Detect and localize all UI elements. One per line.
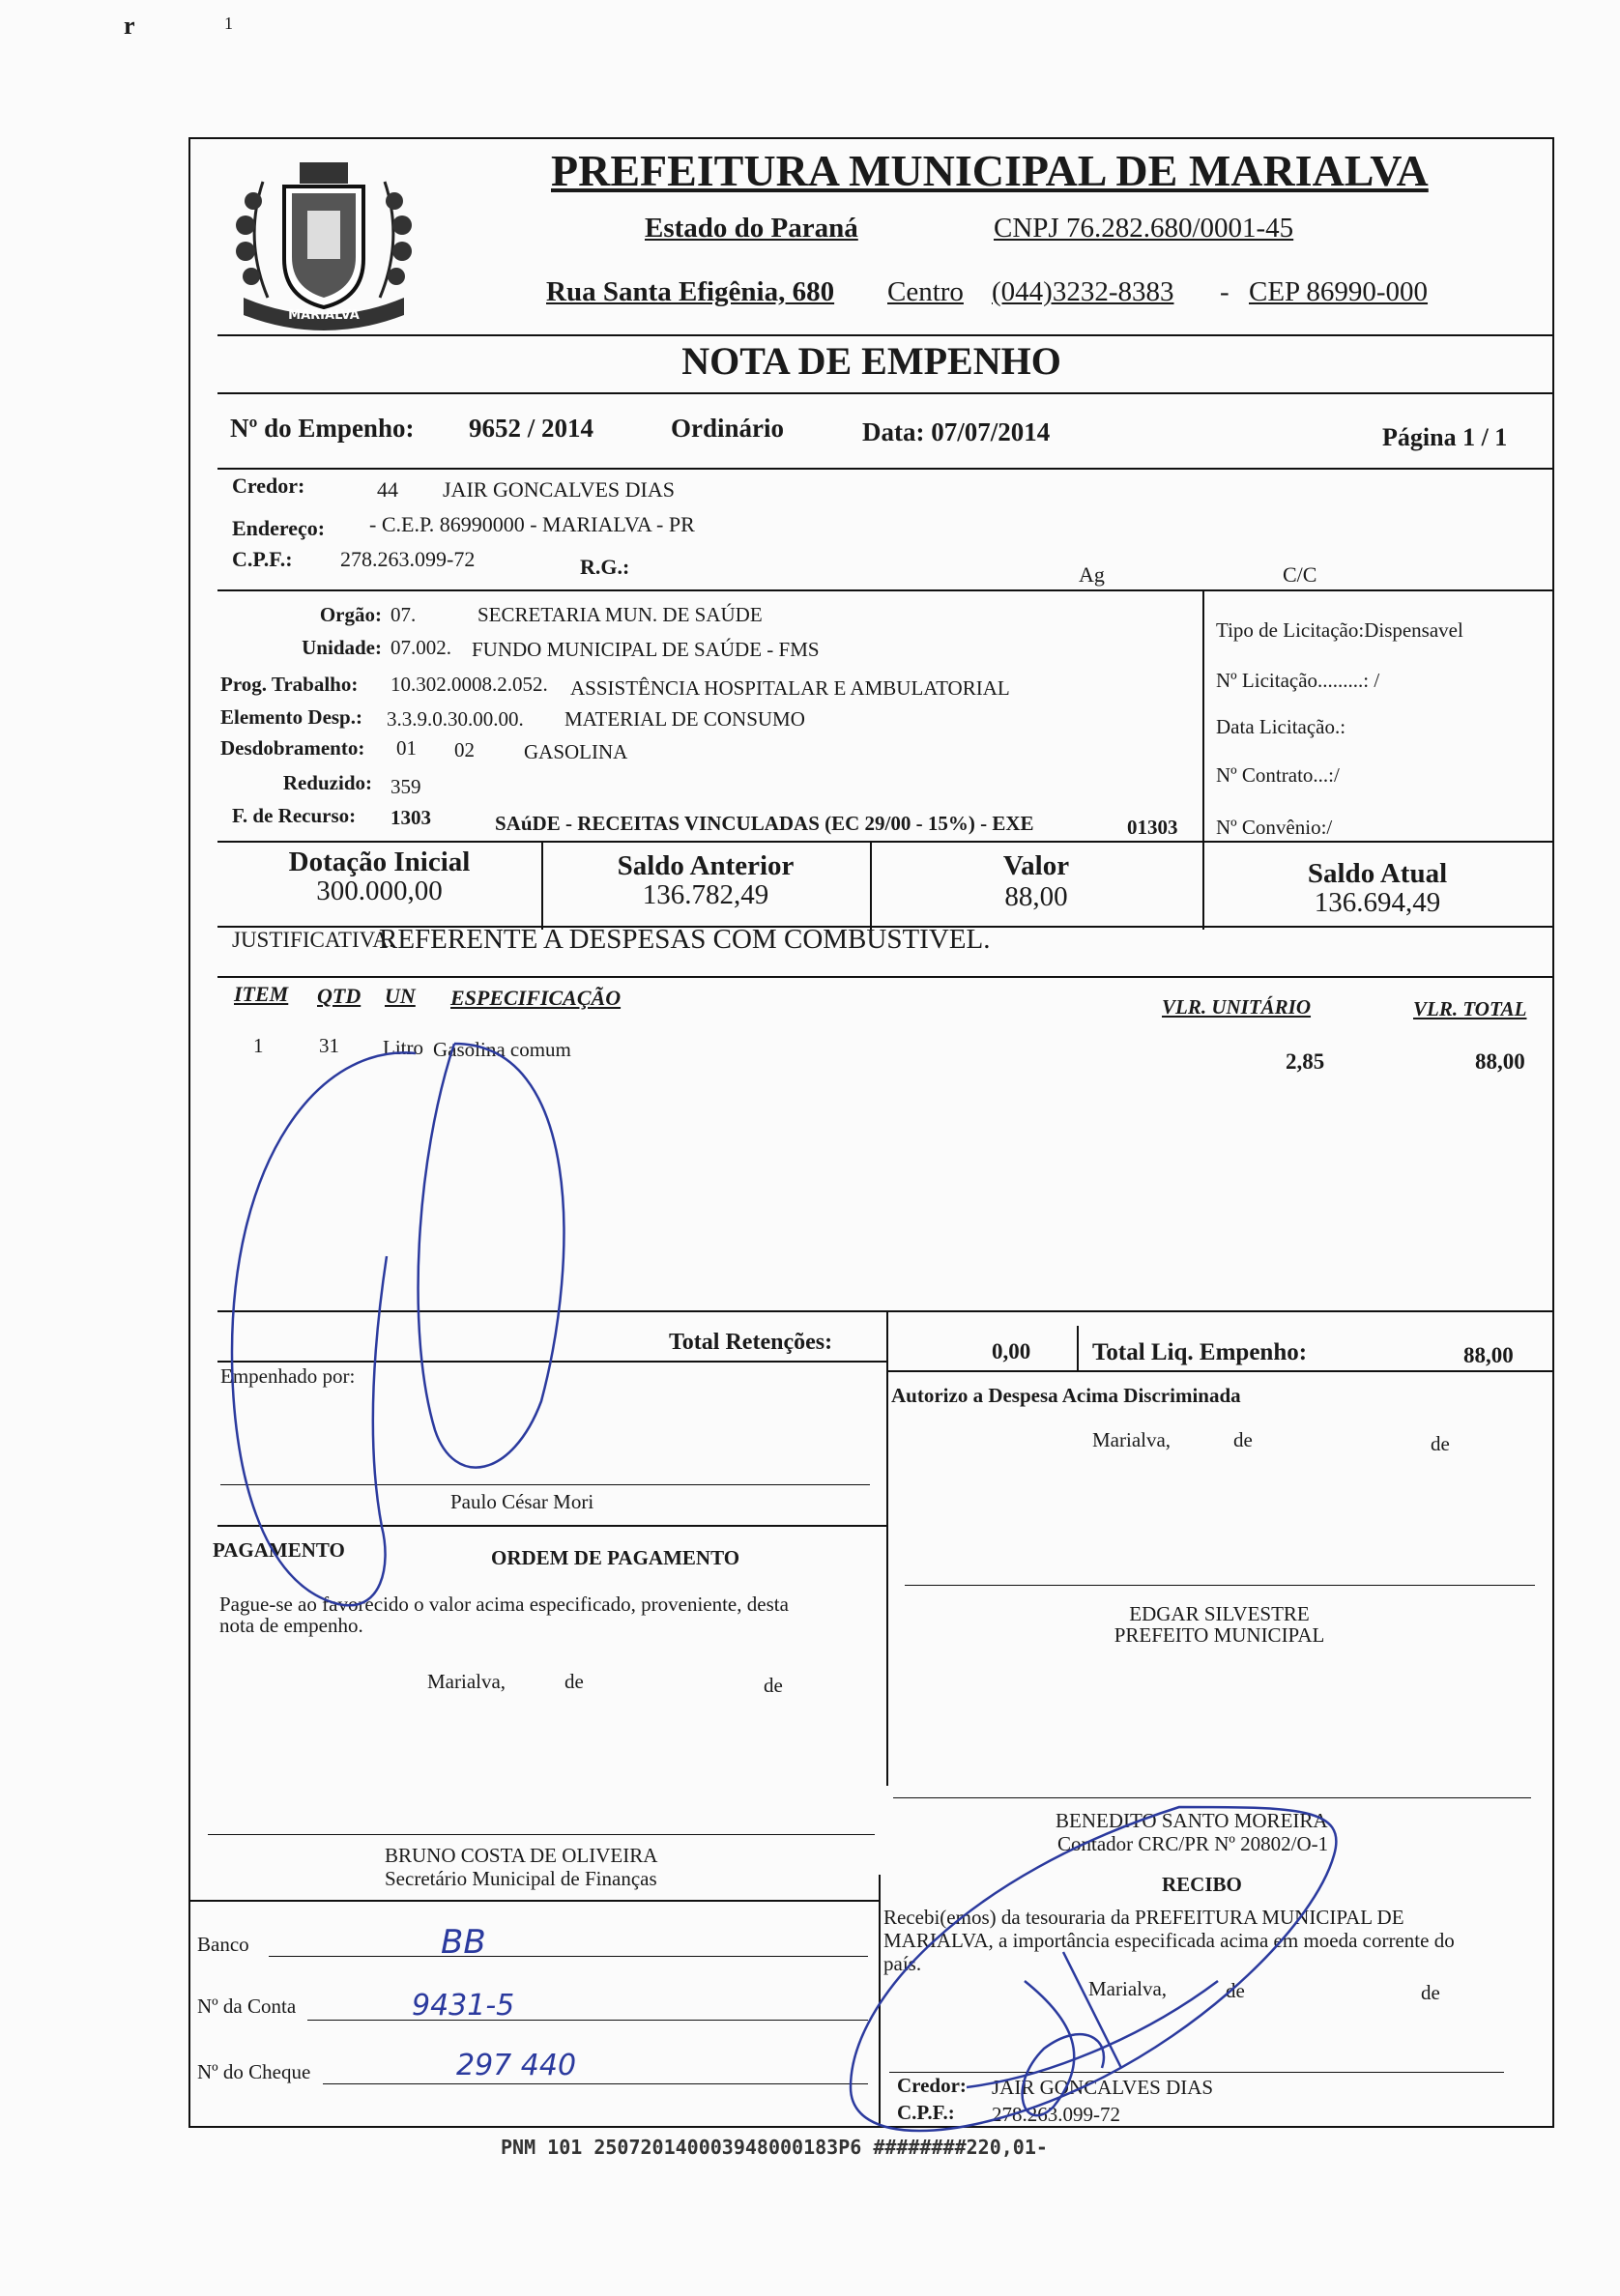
prog-label: Prog. Trabalho: [220,673,359,696]
reduzido: 359 [391,775,421,798]
data-licitacao: Data Licitação.: [1216,715,1346,738]
recibo-date-de2: de [1421,1981,1440,2004]
numero-licitacao: Nº Licitação.........: / [1216,669,1380,692]
recibo-text1: Recebi(emos) da tesouraria da PREFEITURA MUNICIPAL DE [883,1906,1404,1929]
unidade-code: 07.002. [391,636,451,659]
row-qtd: 31 [319,1034,339,1057]
autorizo-date-de1: de [1233,1428,1253,1451]
tipo-licitacao: Tipo de Licitação:Dispensavel [1216,618,1463,642]
liq-label: Total Liq. Empenho: [1092,1339,1308,1365]
rg-label: R.G.: [580,555,630,579]
saldo-anterior-value: 136.782,49 [642,879,769,910]
conta-value: 9431-5 [412,1989,515,2023]
retencoes-label: Total Retenções: [669,1330,833,1355]
recibo-date-de1: de [1226,1979,1245,2002]
recibo-cpf: 278.263.099-72 [992,2103,1120,2126]
empenho-number: 9652 / 2014 [469,414,594,443]
ag-label: Ag [1079,562,1105,587]
unidade: FUNDO MUNICIPAL DE SAÚDE - FMS [472,638,820,661]
row-item: 1 [253,1034,264,1057]
credor-code: 44 [377,477,398,502]
endereco-label: Endereço: [232,516,326,540]
orgao: SECRETARIA MUN. DE SAÚDE [477,603,763,626]
recurso-label: F. de Recurso: [232,804,357,827]
empenho-date: Data: 07/07/2014 [862,417,1051,446]
cpf-label: C.P.F.: [232,547,293,571]
saldo-atual-value: 136.694,49 [1314,887,1441,918]
recibo-title: RECIBO [1162,1873,1242,1896]
justificativa-label: JUSTIFICATIVA: [232,928,395,952]
qtd-header: QTD [317,984,362,1008]
desd-code1: 01 [396,736,417,760]
row-unit: 2,85 [1286,1049,1325,1074]
recurso: SAúDE - RECEITAS VINCULADAS (EC 29/00 - 15%) - EXE [495,812,1034,835]
orgao-code: 07. [391,603,417,626]
header-separator: - [1220,276,1229,307]
cheque-value: 297 440 [456,2049,577,2082]
pagamento-label: PAGAMENTO [213,1538,345,1562]
empenhado-label: Empenhado por: [220,1364,356,1388]
retencoes-value: 0,00 [992,1339,1031,1363]
justificativa-text: REFERENTE A DESPESAS COM COMBUSTIVEL. [379,924,991,955]
empenhado-name: Paulo César Mori [450,1490,594,1513]
prefeito-name: EDGAR SILVESTRE [1129,1602,1310,1625]
contador-name: BENEDITO SANTO MOREIRA [1056,1809,1328,1832]
pagamento-date-de2: de [764,1674,783,1697]
cep: CEP 86990-000 [1249,276,1429,307]
recibo-text3: país. [883,1952,922,1975]
margin-mark: r [124,12,135,40]
recibo-date-city: Marialva, [1088,1977,1168,2000]
elemento-code: 3.3.9.0.30.00.00. [387,707,524,731]
autorizo-date-de2: de [1431,1432,1450,1455]
banco-label: Banco [197,1933,249,1956]
row-un: Litro [383,1036,423,1059]
cnpj: CNPJ 76.282.680/0001-45 [994,213,1294,244]
un-header: UN [385,984,416,1008]
district: Centro [887,276,964,307]
pagamento-text2: nota de empenho. [219,1614,363,1637]
item-header: ITEM [234,982,289,1006]
pagamento-text1: Pague-se ao favorecido o valor acima especificado, proveniente, desta [219,1593,789,1616]
recibo-text2: MARIALVA, a importância especificada acima em moeda corrente do [883,1929,1455,1952]
recibo-cpf-label: C.P.F.: [897,2101,955,2124]
saldo-anterior-label: Saldo Anterior [617,850,795,881]
prog-code: 10.302.0008.2.052. [391,673,548,696]
elemento-label: Elemento Desp.: [220,705,362,729]
valor-label: Valor [1002,850,1070,881]
recibo-credor: JAIR GONCALVES DIAS [992,2076,1214,2099]
header-title: PREFEITURA MUNICIPAL DE MARIALVA [551,146,1429,195]
secretario-title: Secretário Municipal de Finanças [385,1867,657,1890]
unit-header: VLR. UNITÁRIO [1162,995,1312,1019]
dotacao-label: Dotação Inicial [288,847,471,877]
contrato: Nº Contrato...:/ [1216,763,1340,787]
autorizo-text: Autorizo a Despesa Acima Discriminada [891,1384,1241,1407]
crest-logo [224,143,423,336]
spec-header: ESPECIFICAÇÃO [450,986,622,1010]
address: Rua Santa Efigênia, 680 [546,276,835,307]
liq-value: 88,00 [1463,1343,1514,1367]
autorizo-date-city: Marialva, [1092,1428,1172,1451]
empenho-label: Nº do Empenho: [230,414,415,443]
cheque-label: Nº do Cheque [197,2060,311,2083]
recibo-credor-label: Credor: [897,2074,967,2097]
secretario-name: BRUNO COSTA DE OLIVEIRA [385,1844,658,1867]
credor-name: JAIR GONCALVES DIAS [443,477,675,502]
desdobramento: GASOLINA [524,740,628,763]
ordem-pagamento-title: ORDEM DE PAGAMENTO [491,1546,740,1569]
empenho-type: Ordinário [671,414,785,443]
cc-label: C/C [1283,562,1317,587]
cpf: 278.263.099-72 [340,547,476,571]
recurso-code: 1303 [391,806,431,829]
saldo-atual-label: Saldo Atual [1307,858,1448,889]
valor-value: 88,00 [1004,881,1068,912]
contador-title: Contador CRC/PR Nº 20802/O-1 [1057,1832,1329,1855]
prefeito-title: PREFEITO MUNICIPAL [1114,1623,1325,1647]
phone: (044)3232-8383 [992,276,1174,307]
margin-mark: 1 [224,14,233,33]
total-header: VLR. TOTAL [1413,997,1527,1020]
desd-code2: 02 [454,738,475,761]
orgao-label: Orgão: [319,603,382,626]
credor-label: Credor: [232,474,305,498]
banco-value: BB [441,1923,486,1962]
state-name: Estado do Paraná [645,213,858,244]
recurso-code2: 01303 [1127,816,1178,839]
prog: ASSISTÊNCIA HOSPITALAR E AMBULATORIAL [570,676,1010,700]
pagamento-date-city: Marialva, [427,1670,506,1693]
pagamento-date-de1: de [564,1670,584,1693]
row-total: 88,00 [1475,1049,1525,1074]
footer-code: PNM 101 250720140003948000183P6 ########220,01- [501,2136,1048,2159]
unidade-label: Unidade: [302,636,382,659]
document-title: NOTA DE EMPENHO [681,339,1061,383]
reduzido-label: Reduzido: [282,771,372,794]
conta-label: Nº da Conta [197,1995,297,2018]
desdobramento-label: Desdobramento: [220,736,365,760]
page-number: Página 1 / 1 [1382,423,1508,451]
row-spec: Gasolina comum [433,1038,571,1061]
convenio: Nº Convênio:/ [1216,816,1333,839]
svg-text:MARIALVA: MARIALVA [288,308,360,323]
elemento: MATERIAL DE CONSUMO [564,707,805,731]
dotacao-value: 300.000,00 [316,875,443,906]
endereco: - C.E.P. 86990000 - MARIALVA - PR [369,512,695,536]
